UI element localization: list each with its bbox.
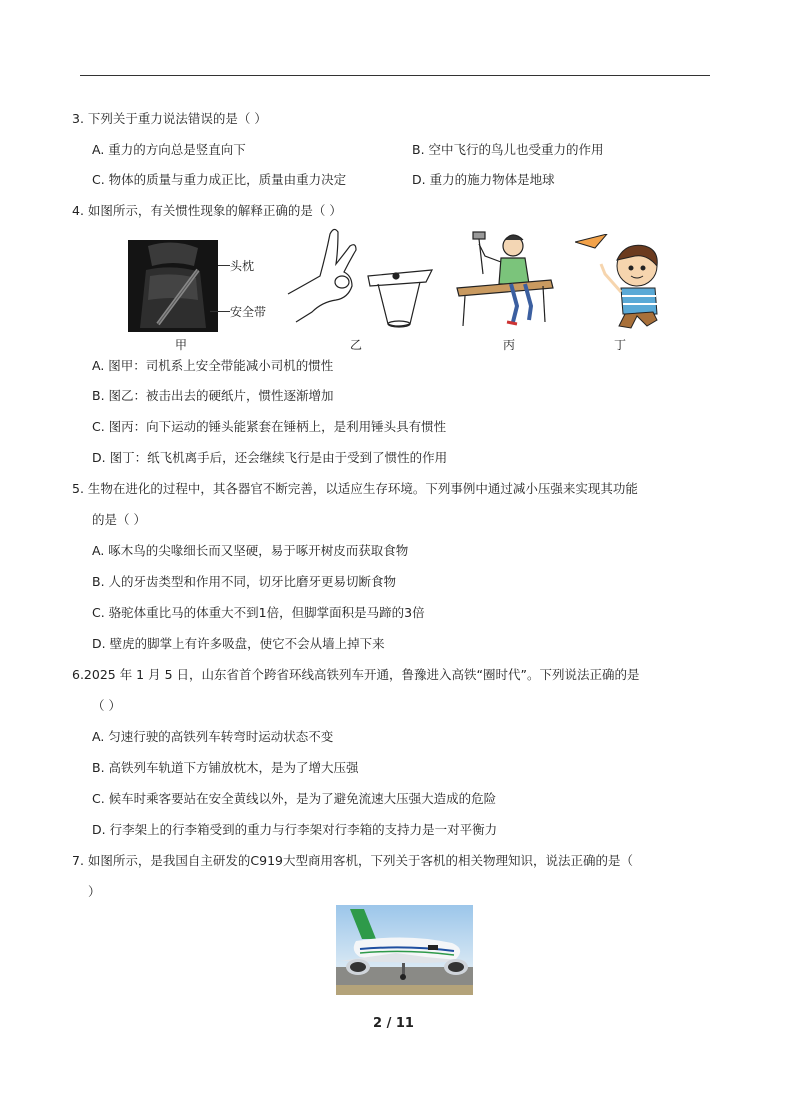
q4-option-d: D. 图丁：纸飞机离手后，还会继续飞行是由于受到了惯性的作用 — [92, 450, 448, 465]
q5-option-b: B. 人的牙齿类型和作用不同，切牙比磨牙更易切断食物 — [92, 574, 397, 589]
figure-label-jia: 甲 — [175, 338, 188, 352]
q3-option-c: C. 物体的质量与重力成正比，质量由重力决定 — [92, 172, 347, 187]
seatbelt-pointer — [210, 311, 230, 312]
boy-paper-plane-drawing — [575, 234, 675, 332]
q6-stem: 6.2025 年 1 月 5 日，山东省首个跨省环线高铁列车开通，鲁豫进入高铁“圈时代”。下列说法正确的是 — [72, 667, 640, 682]
q6-option-b: B. 高铁列车轨道下方铺放枕木，是为了增大压强 — [92, 760, 359, 775]
q6-option-a: A. 匀速行驶的高铁列车转弯时运动状态不变 — [92, 729, 334, 744]
headrest-pointer — [218, 265, 230, 266]
q7-stem: 7. 如图所示，是我国自主研发的C919大型商用客机，下列关于客机的相关物理知识，说法正确的是（ — [72, 853, 633, 868]
q4-stem: 4. 如图所示，有关惯性现象的解释正确的是（ ） — [72, 203, 342, 218]
q3-stem: 3. 下列关于重力说法错误的是（ ） — [72, 111, 267, 126]
q5-stem: 5. 生物在进化的过程中，其各器官不断完善，以适应生存环境。下列事例中通过减小压强来实现其功能 — [72, 481, 638, 496]
q6-option-d: D. 行李架上的行李箱受到的重力与行李架对行李箱的支持力是一对平衡力 — [92, 822, 498, 837]
q5-option-d: D. 壁虎的脚掌上有许多吸盘，使它不会从墙上掉下来 — [92, 636, 385, 651]
q5-option-c: C. 骆驼体重比马的体重大不到1倍，但脚掌面积是马蹄的3倍 — [92, 605, 425, 620]
seatbelt-label: 安全带 — [230, 305, 267, 319]
hammer-bench-drawing — [455, 226, 555, 330]
q7-stem-cont: ） — [88, 884, 101, 899]
q6-option-c: C. 候车时乘客要站在安全黄线以外，是为了避免流速大压强大造成的危险 — [92, 791, 497, 806]
figure-label-yi: 乙 — [350, 338, 363, 352]
hand-flick-card-drawing — [286, 224, 436, 334]
header-rule — [80, 75, 710, 76]
q4-option-c: C. 图丙：向下运动的锤头能紧套在锤柄上，是利用锤头具有惯性 — [92, 419, 447, 434]
car-seat-image — [128, 240, 218, 332]
figure-label-bing: 丙 — [503, 338, 516, 352]
q5-option-a: A. 啄木鸟的尖喙细长而又坚硬，易于啄开树皮而获取食物 — [92, 543, 409, 558]
q3-option-a: A. 重力的方向总是竖直向下 — [92, 142, 246, 157]
headrest-label: 头枕 — [230, 259, 255, 273]
q6-stem-cont: （ ） — [92, 698, 121, 713]
q4-option-b: B. 图乙：被击出去的硬纸片，惯性逐渐增加 — [92, 388, 334, 403]
page-number: 2 / 11 — [373, 1016, 414, 1031]
q5-stem-cont: 的是（ ） — [92, 512, 146, 527]
figure-label-ding: 丁 — [614, 338, 627, 352]
q4-option-a: A. 图甲：司机系上安全带能减小司机的惯性 — [92, 358, 334, 373]
c919-aircraft-photo — [336, 905, 473, 995]
q3-option-b: B. 空中飞行的鸟儿也受重力的作用 — [412, 142, 604, 157]
q3-option-d: D. 重力的施力物体是地球 — [412, 172, 555, 187]
